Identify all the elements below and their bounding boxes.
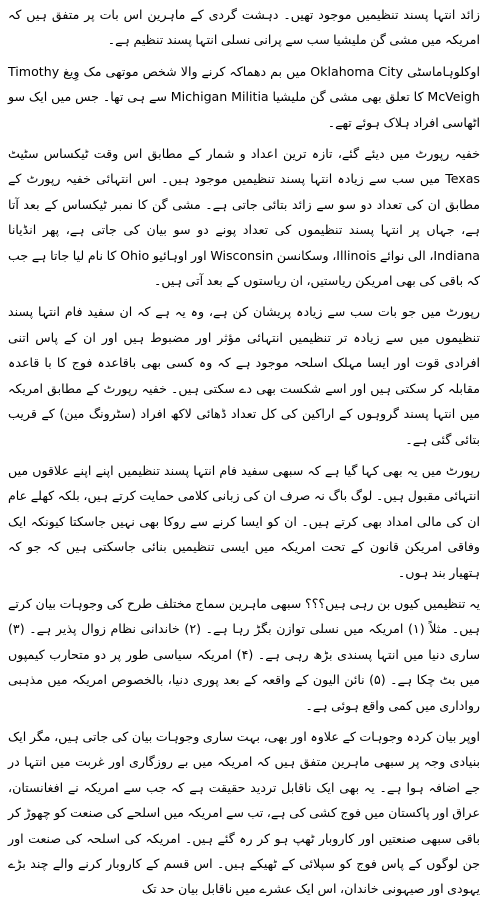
paragraph: خفیہ رپورٹ میں دیئے گئے، تازہ ترین اعداد و شمار کے مطابق اس وقت ٹیکساس سٹیٹ Texas میں سب سے زیادہ انتہا پسند تنظیمیں موجود ہیں۔ اس انتہائی خفیہ رپورٹ کے مطابق ان کی تعداد دو سو سے زائد بتائی جاتی ہے۔ مشی گن کا نمبر ٹیکساس کے بعد آتا ہے، جہاں پر انتہا پسند تنظیموں کی تعداد پونے دو سو بیان کی جاتی ہے، پھر انڈیانا Indiana، الی نوائے Illinois، وسکانسن Wisconsin اور اوہائیو Ohio کا نام لیا جاتا ہے جب کہ باقی کی بھی امریکن ریاستیں، ان ریاستوں کے بعد آتی ہیں۔: [8, 146, 481, 289]
paragraph: اوپر بیان کردہ وجوہات کے علاوہ اور بھی، بہت ساری وجوہات بیان کی جاتی ہیں، مگر ایک بنیادی وجہ پر سبھی ماہرین متفق ہیں کہ امریکہ میں بے روزگاری اور غربت میں انتہا در جے اضافہ ہوا ہے۔ یہ بھی ایک ناقابل تردید حقیقت ہے کہ جب سے امریکہ نے افغانستان، عراق اور پاکستان میں فوج کشی کی ہے، تب سے امریکہ میں اسلحے کی صنعت کو چھوڑ کر باقی سبھی صنعتیں اور کاروبار ٹھپ ہو کر رہ گئے ہیں۔ امریکہ کی اسلحہ کی صنعت اور جن لوگوں کے پاس فوج کو سپلائی کے ٹھیکے ہیں۔ اس قسم کے کاروبار کرنے والے چند بڑے یہودی اور صیہونی خاندان، اس ایک عشرے میں ناقابل بیان حد تک: [8, 728, 480, 897]
paragraph: اوکلوہاماسٹی Oklahoma City میں بم دھماکہ کرنے والا شخص موتھی مک وِیغ Timothy McVeigh کا تعلق بھی مشی گن ملیشیا Michigan Militia سے ہی تھا۔ جس میں ایک سو اٹھاسی افراد ہلاک ہوئے تھے۔: [8, 63, 481, 130]
paragraph: رپورٹ میں یہ بھی کہا گیا ہے کہ سبھی سفید فام انتہا پسند تنظیمیں اپنے اپنے علاقوں میں انتہائی مقبول ہیں۔ لوگ باگ نہ صرف ان کی زبانی کلامی حمایت کرتے ہیں، بلکہ کھلے عام ان کی مالی امداد بھی کرتے ہیں۔ ان کو ایسا کرنے سے روکا بھی نہیں جاسکتا کیونکہ ایک وفاقی امریکن قانون کے تحت امریکہ میں ایسی تنظیمیں بنائی جاسکتی ہیں کہ جو کہ ہتھیار بند ہوں۔: [8, 462, 480, 580]
paragraph: رپورٹ میں جو بات سب سے زیادہ پریشان کن ہے، وہ یہ ہے کہ ان سفید فام انتہا پسند تنظیموں میں سے زیادہ تر تنظیمیں انتہائی مؤثر اور مضبوط ہیں اور ان کے پاس اتنی افرادی قوت اور ایسا مہلک اسلحہ موجود ہے کہ وہ کسی بھی باقاعدہ فوج کا با قاعدہ مقابلہ کر سکتی ہیں اور اسے شکست بھی دے سکتی ہیں۔ خفیہ رپورٹ کے مطابق امریکہ میں انتہا پسند گروہوں کے اراکین کی کل تعداد ڈھائی لاکھ افراد (سٹرونگ مین) کے قریب بتائی گئی ہے۔: [8, 304, 480, 447]
document-page: [8, 2, 481, 897]
paragraph: زائد انتہا پسند تنظیمیں موجود تھیں۔ دہشت گردی کے ماہرین اس بات پر متفق ہیں کہ امریکہ میں مشی گن ملیشیا سب سے پرانی نسلی انتہا پسند تنظیم ہے۔: [8, 7, 480, 48]
paragraph: یہ تنظیمیں کیوں بن رہی ہیں؟؟؟ سبھی ماہرین سماج مختلف طرح کی وجوہات بیان کرتے ہیں۔ مثلاً (۱) امریکہ میں نسلی توازن بگڑ رہا ہے۔ (۲) خاندانی نظام زوال پذیر ہے۔ (۳) ساری دنیا میں انتہا پسندی بڑھ رہی ہے۔ (۴) امریکہ سیاسی طور پر دو متحارب کیمپوں میں بٹ چکا ہے۔ (۵) نائن الیون کے واقعہ کے بعد پوری دنیا، بالخصوص امریکہ میں مذہبی رواداری میں کمی واقع ہوئی ہے۔: [8, 595, 480, 713]
